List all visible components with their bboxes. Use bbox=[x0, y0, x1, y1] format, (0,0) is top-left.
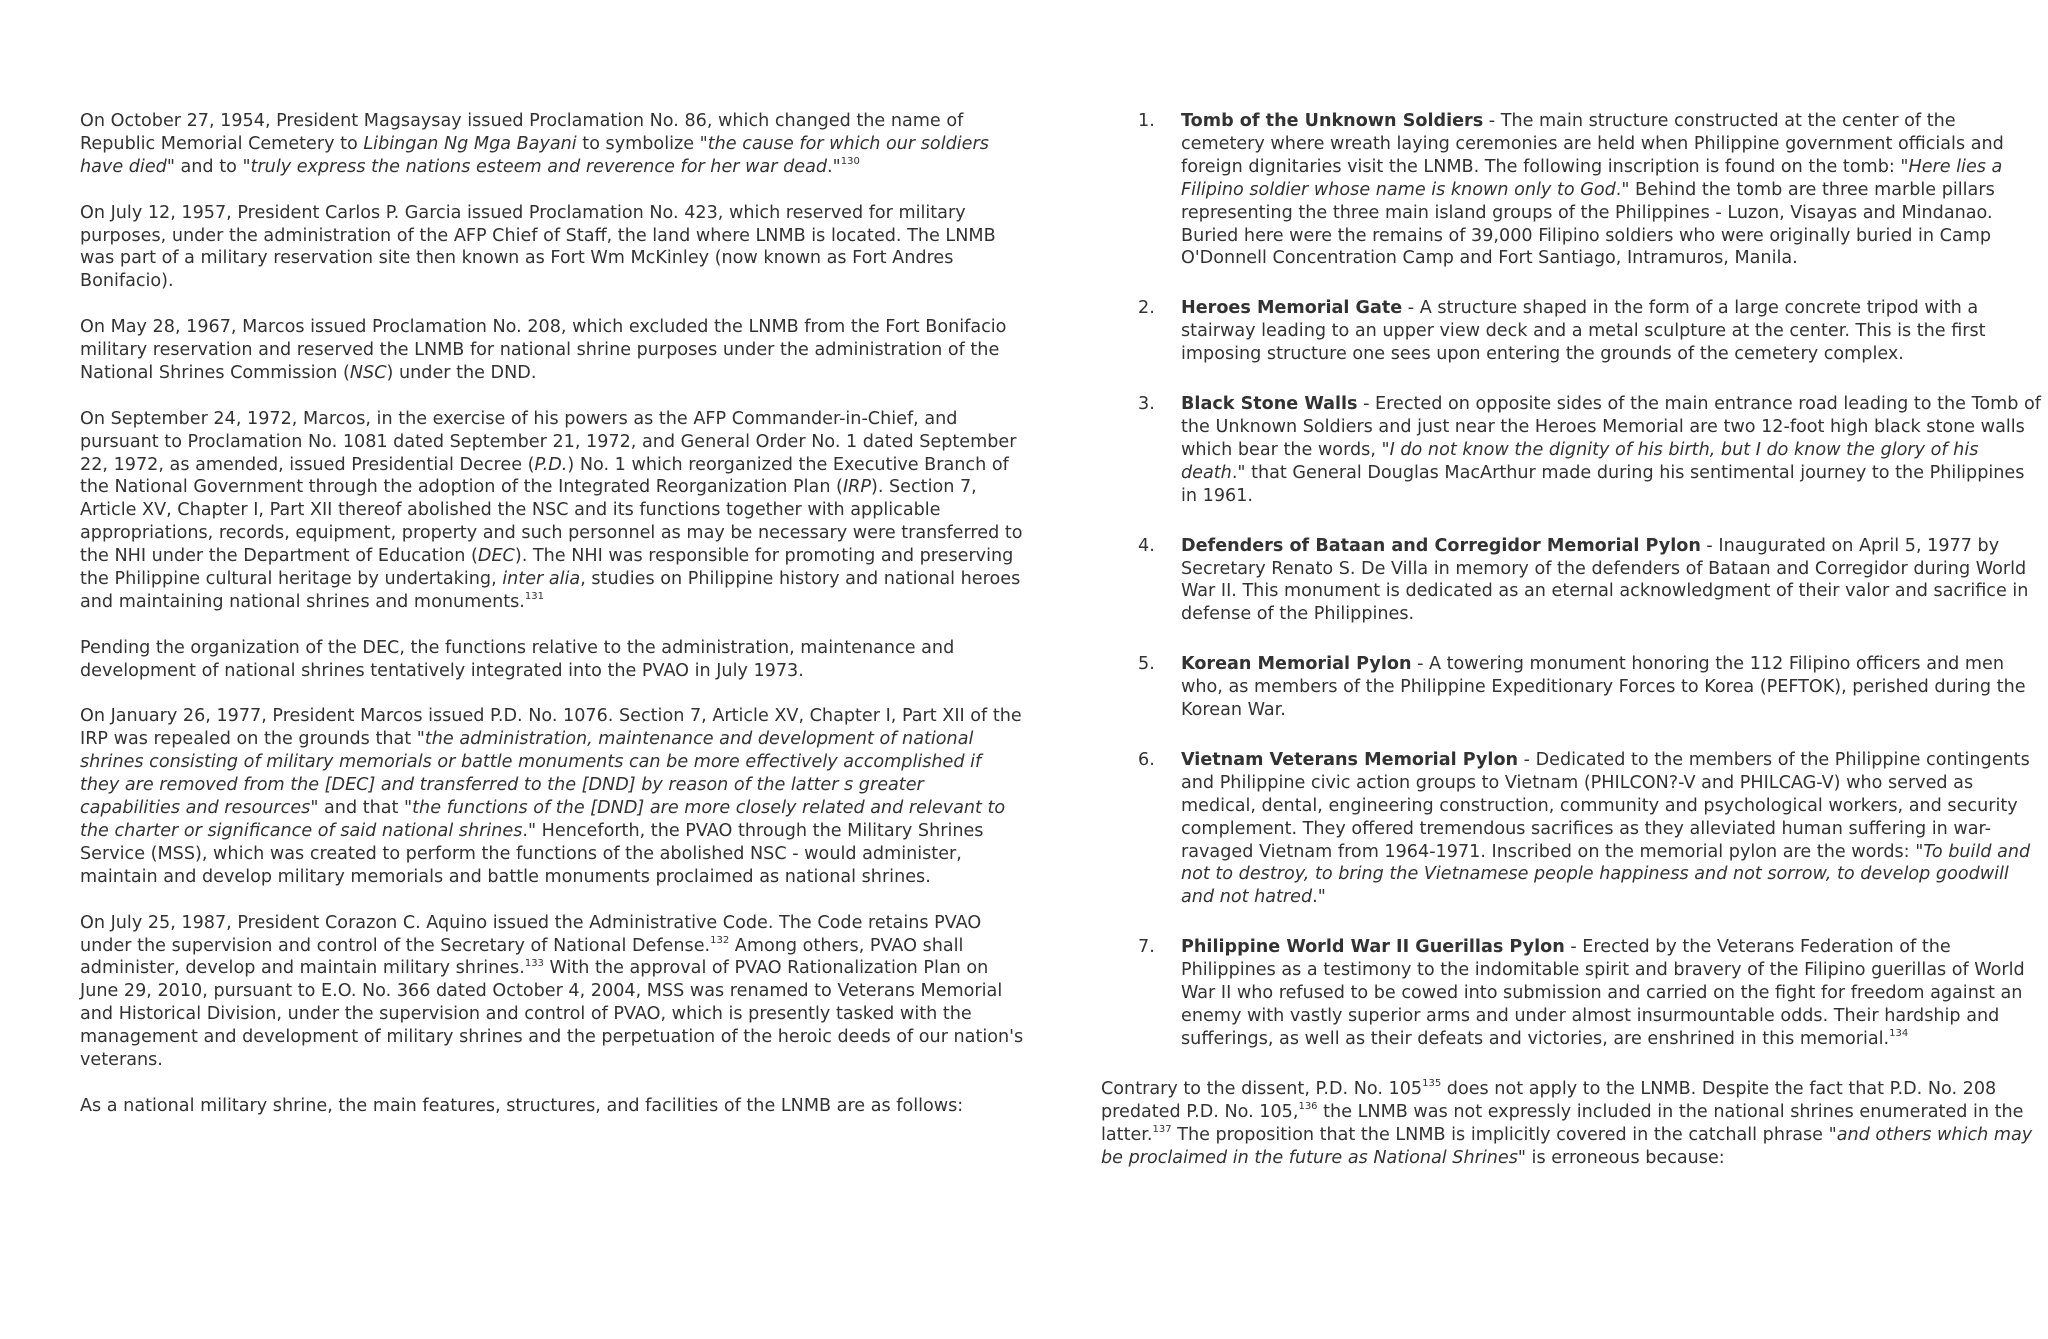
text-run: On July 25, 1987, President Corazon C. Aquino issued the Administrative Code. The Code retains PVAO under the supervision and control of the Secretary of National Defense. bbox=[80, 912, 982, 956]
feature-item bbox=[1101, 393, 2041, 508]
feature-title: Heroes Memorial Gate bbox=[1181, 298, 1403, 319]
text-run: " and to " bbox=[166, 156, 251, 177]
feature-item bbox=[1101, 749, 2041, 909]
footnote-ref: 131 bbox=[524, 591, 544, 603]
text-run: On May 28, 1967, Marcos issued Proclamation No. 208, which excluded the LNMB from the Fort Bonifacio military reservation and reserved the LNMB for national shrine purposes under the administration of the National Shrines Commission ( bbox=[80, 317, 1007, 383]
footnote-ref: 133 bbox=[524, 957, 544, 969]
italic-run: I do not know the dignity of his birth, but I do know the glory of his death bbox=[1181, 439, 1979, 483]
features-list bbox=[1101, 110, 2041, 1051]
text-run: ) No. 1 which reorganized the Executive Branch of the National Government through the adoption of the Integrated Reorganization Plan ( bbox=[80, 454, 1009, 498]
paragraph-proclamation-86 bbox=[80, 110, 1025, 179]
text-run: Contrary to the dissent, P.D. No. 105 bbox=[1101, 1078, 1423, 1099]
text-run: - Inaugurated on April 5, 1977 by Secretary Renato S. De Villa in memory of the defenders of Bataan and Corregidor during World War II. This monument is dedicated as an eternal acknowledgment of their valor and sacrifice in defense of the Philippines. bbox=[1181, 535, 2029, 625]
feature-item bbox=[1101, 936, 2041, 1051]
feature-number: 6. bbox=[1138, 749, 1155, 770]
paragraph-proclamation-423: On July 12, 1957, President Carlos P. Garcia issued Proclamation No. 423, which reserved for military purposes, under the administration of the AFP Chief of Staff, the land where LNMB is located. The LNMB was part of a military reservation site then known as Fort Wm McKinley (now known as Fort Andres Bonifacio). bbox=[80, 202, 996, 292]
italic-run: DEC bbox=[477, 546, 515, 567]
right-page bbox=[1024, 0, 2048, 1339]
text-run: ) under the DND. bbox=[386, 362, 537, 383]
text-run: - Erected on opposite sides of the main entrance road leading to the Tomb of the Unknown Soldiers and just near the Heroes Memorial are two 12-foot high black stone walls which bear the words, " bbox=[1181, 394, 2041, 460]
paragraph-presidential-decree-1 bbox=[80, 408, 1025, 614]
italic-run: truly express the nations esteem and reverence for her war dead bbox=[250, 156, 828, 177]
text-run: , studies on Philippine history and national heroes and maintaining national shrines and monuments. bbox=[80, 569, 1021, 612]
footnote-ref: 135 bbox=[1422, 1077, 1442, 1089]
text-run: ." that General Douglas MacArthur made during his sentimental journey to the Philippines in 1961. bbox=[1181, 462, 2025, 506]
text-run: ." bbox=[1312, 887, 1326, 908]
feature-title: Defenders of Bataan and Corregidor Memorial Pylon bbox=[1181, 535, 1701, 556]
paragraph-features-intro: As a national military shrine, the main features, structures, and facilities of the LNMB are as follows: bbox=[80, 1095, 964, 1116]
footnote-ref: 130 bbox=[840, 155, 860, 167]
text-run: ). The NHI was responsible for promoting and preserving the Philippine cultural heritage by undertaking, bbox=[80, 546, 1014, 590]
feature-item bbox=[1101, 535, 2041, 627]
feature-number: 3. bbox=[1138, 394, 1155, 415]
text-run: - Dedicated to the members of the Philippine contingents and Philippine civic action groups to Vietnam (PHILCON?-V and PHILCAG-V) who served as medical, dental, engineering construction, community and psychological workers, and security complement. They offered tremendous sacrifices as they alleviated human suffering in war-ravaged Vietnam from 1964-1971. Inscribed on the memorial pylon are the words: " bbox=[1181, 749, 2030, 862]
italic-run: P.D. bbox=[534, 454, 568, 475]
text-run: " is erroneous because: bbox=[1517, 1147, 1725, 1168]
feature-item bbox=[1101, 297, 2041, 366]
footnote-ref: 132 bbox=[710, 934, 730, 946]
text-run: " and that " bbox=[310, 798, 413, 819]
text-run: ." Behind the tomb are three marble pillars representing the three main island groups of the Philippines - Luzon, Visayas and Mindanao. Buried here were the remains of 39,000 Filipino soldiers who were originally buried in Camp O'Donnell Concentration Camp and Fort Santiago, Intramuros, Manila. bbox=[1181, 179, 1995, 269]
text-run: ." Henceforth, the PVAO through the Military Shrines Service (MSS), which was created to perform the functions of the abolished NSC - would administer, maintain and develop military memorials and battle monuments proclaimed as national shrines. bbox=[80, 821, 984, 887]
italic-run: To build and not to destroy, to bring the Vietnamese people happiness and not sorrow, to develop goodwill and not hatred bbox=[1181, 841, 2031, 908]
feature-number: 1. bbox=[1138, 111, 1155, 131]
italic-run: NSC bbox=[349, 362, 387, 383]
feature-number: 7. bbox=[1138, 937, 1155, 958]
feature-title: Philippine World War II Guerillas Pylon bbox=[1181, 937, 1565, 958]
italic-run: the functions of the [DND] are more closely related and relevant to the charter or significance of said national shrines bbox=[80, 798, 1006, 842]
text-run: to symbolize " bbox=[576, 133, 708, 154]
text-run: - A structure shaped in the form of a large concrete tripod with a stairway leading to an upper view deck and a metal sculpture at the center. This is the first imposing structure one sees upon entering the grounds of the cemetery complex. bbox=[1181, 298, 1986, 365]
footnote-ref: 136 bbox=[1298, 1100, 1318, 1112]
feature-number: 4. bbox=[1138, 535, 1155, 556]
footnote-ref: 134 bbox=[1889, 1028, 1909, 1040]
italic-run: IRP bbox=[842, 477, 871, 498]
paragraph-pvao-integration: Pending the organization of the DEC, the functions relative to the administration, maintenance and development of national shrines tentatively integrated into the PVAO in July 1973. bbox=[80, 637, 955, 681]
italic-run: the administration, maintenance and development of national shrines consisting of military memorials or battle monuments can be more effectively accomplished if they are removed from the [DEC] and transferred to the [DND] by reason of the latter s greater capabilities and resources bbox=[80, 729, 982, 819]
italic-run: Libingan Ng Mga Bayani bbox=[363, 133, 577, 154]
footnote-ref: 137 bbox=[1152, 1123, 1172, 1135]
feature-number: 2. bbox=[1138, 298, 1155, 319]
feature-title: Korean Memorial Pylon bbox=[1181, 654, 1412, 675]
feature-title: Tomb of the Unknown Soldiers bbox=[1181, 111, 1484, 131]
text-run: the LNMB was not expressly included in the national shrines enumerated in the latter. bbox=[1101, 1101, 2024, 1145]
text-run: - The main structure constructed at the center of the cemetery where wreath laying ceremonies are held when Philippine government officials and foreign dignitaries visit the LNMB. The following inscription is found on the tomb: " bbox=[1181, 111, 2004, 177]
text-run: - Erected by the Veterans Federation of the Philippines as a testimony to the indomitable spirit and bravery of the Filipino guerillas of World War II who refused to be cowed into submission and carried on the fight for freedom against an enemy with vastly superior arms and under almost insurmountable odds. Their hardship and sufferings, as well as their defeats and victories, are enshrined in this memorial. bbox=[1181, 937, 2025, 1049]
paragraph-proclamation-208 bbox=[80, 316, 1025, 385]
text-run: ). Section 7, Article XV, Chapter I, Part XII thereof abolished the NSC and its functions together with applicable appropriations, records, equipment, property and such personnel as may be necessary were transferred to the NHI under the Department of Education ( bbox=[80, 477, 1023, 567]
text-run: does not apply to the LNMB. Despite the fact that P.D. No. 208 predated P.D. No. 105, bbox=[1101, 1078, 1997, 1122]
italic-run: inter alia bbox=[502, 569, 581, 590]
text-run: With the approval of PVAO Rationalization Plan on June 29, 2010, pursuant to E.O. No. 366 dated October 4, 2004, MSS was renamed to Veterans Memorial and Historical Division, under the supervision and control of PVAO, which is presently tasked with the management and development of military shrines and the perpetuation of the heroic deeds of our nation's veterans. bbox=[80, 958, 1024, 1071]
feature-title: Vietnam Veterans Memorial Pylon bbox=[1181, 749, 1519, 770]
paragraph-pd-105 bbox=[1101, 1078, 2041, 1170]
italic-run: Here lies a Filipino soldier whose name is known only to God bbox=[1181, 156, 2003, 200]
feature-title: Black Stone Walls bbox=[1181, 394, 1358, 415]
italic-run: the cause for which our soldiers have died bbox=[80, 133, 989, 177]
feature-item bbox=[1101, 653, 2041, 722]
text-run: On September 24, 1972, Marcos, in the exercise of his powers as the AFP Commander-in-Chief, and pursuant to Proclamation No. 1081 dated September 21, 1972, and General Order No. 1 dated September 22, 1972, as amended, issued Presidential Decree ( bbox=[80, 408, 1017, 475]
text-run: ." bbox=[827, 156, 841, 177]
feature-number: 5. bbox=[1138, 654, 1155, 675]
paragraph-administrative-code bbox=[80, 912, 1025, 1072]
text-run: On October 27, 1954, President Magsaysay issued Proclamation No. 86, which changed the name of Republic Memorial Cemetery to bbox=[80, 111, 964, 154]
text-run: The proposition that the LNMB is implicitly covered in the catchall phrase " bbox=[1171, 1124, 1837, 1145]
feature-item bbox=[1101, 110, 2041, 270]
text-run: On January 26, 1977, President Marcos issued P.D. No. 1076. Section 7, Article XV, Chapter I, Part XII of the IRP was repealed on the grounds that " bbox=[80, 706, 1022, 750]
italic-run: and others which may be proclaimed in the future as National Shrines bbox=[1101, 1124, 2033, 1168]
text-run: Among others, PVAO shall administer, develop and maintain military shrines. bbox=[80, 935, 964, 979]
left-column bbox=[80, 110, 1025, 1118]
paragraph-pd-1076 bbox=[80, 705, 1025, 888]
right-column bbox=[1101, 110, 2041, 1169]
text-run: - A towering monument honoring the 112 Filipino officers and men who, as members of the Philippine Expeditionary Forces to Korea (PEFTOK), perished during the Korean War. bbox=[1181, 654, 2026, 721]
